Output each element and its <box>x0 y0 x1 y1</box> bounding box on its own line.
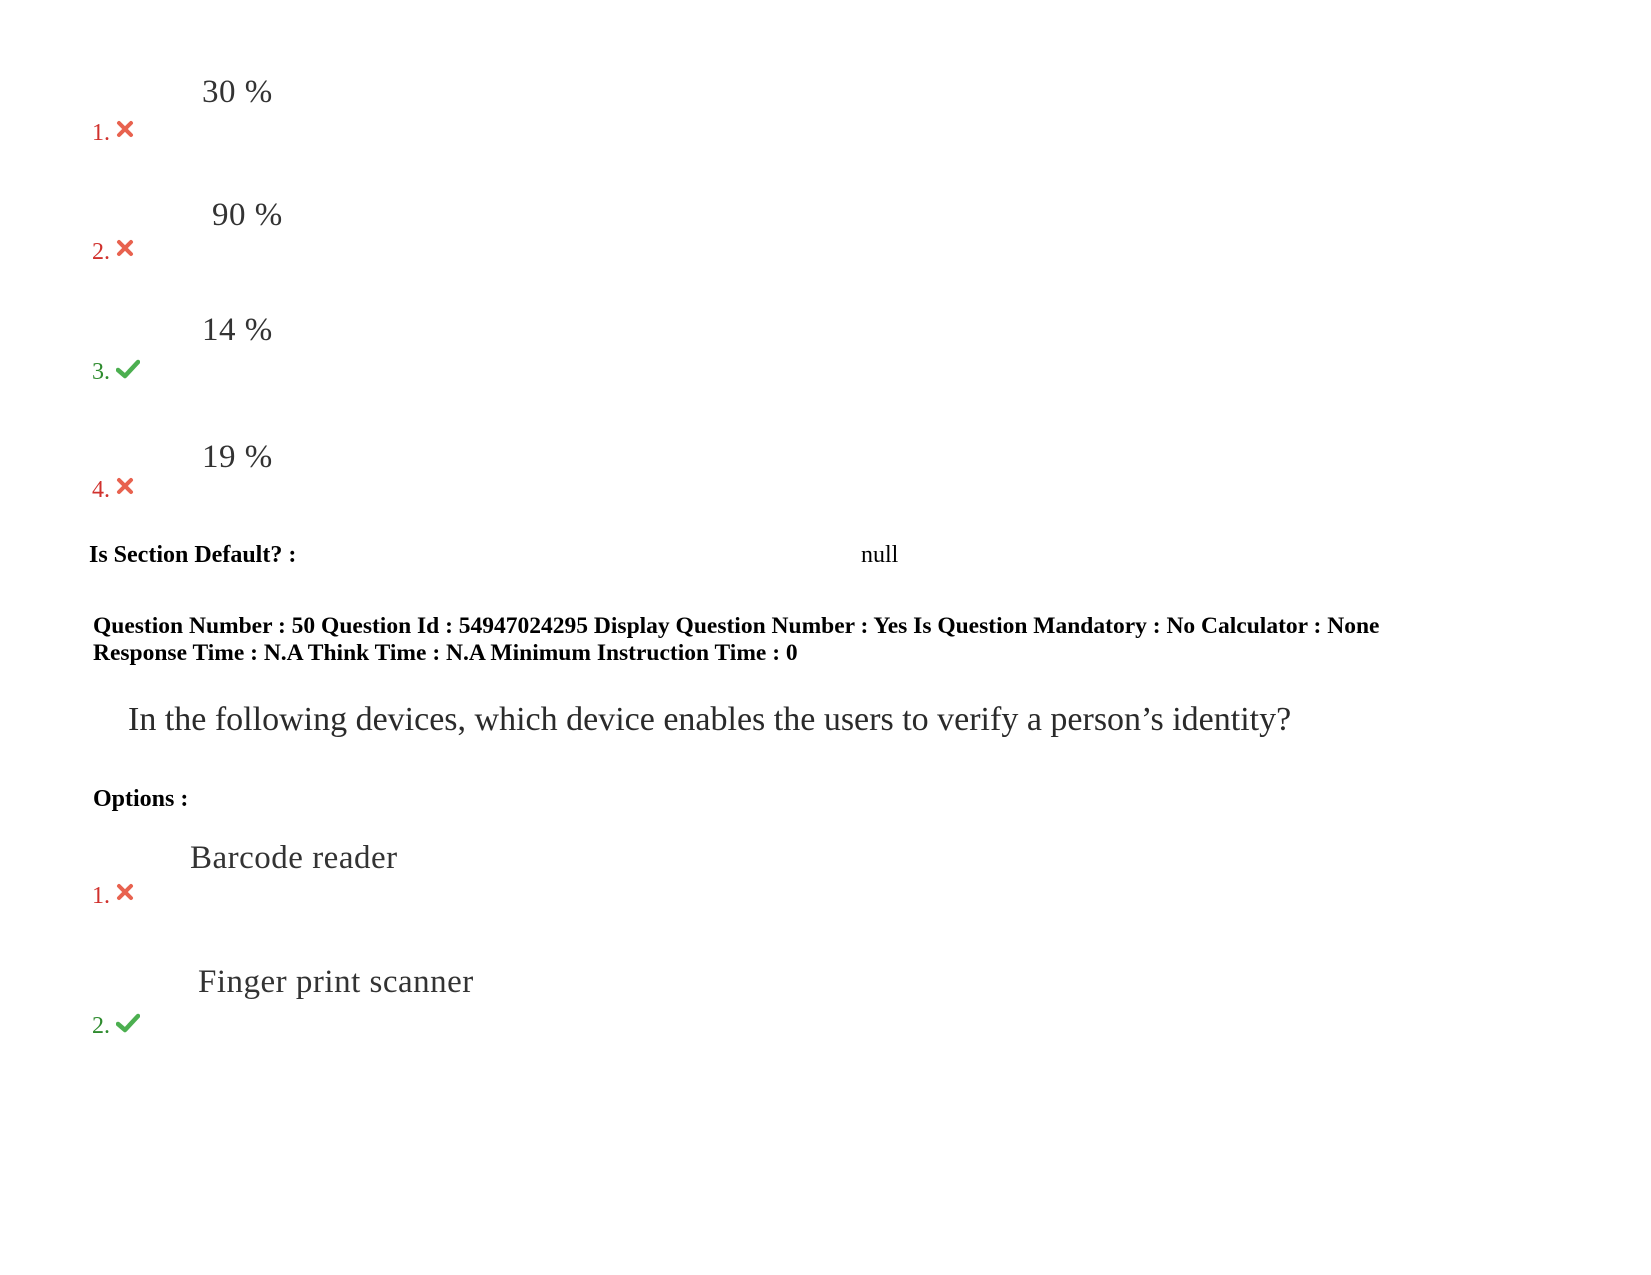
option-1-marker <box>92 120 134 147</box>
option-3-marker <box>92 359 140 386</box>
options-label: Options : <box>93 786 189 812</box>
option-4-number: 4. <box>92 477 110 503</box>
section-default-label: Is Section Default? : <box>89 542 297 568</box>
q-option-1-number: 1. <box>92 883 110 909</box>
cross-icon <box>116 239 134 262</box>
question-text: In the following devices, which device enables the users to verify a person’s identity? <box>128 701 1292 738</box>
option-2-text: 90 % <box>212 197 283 233</box>
option-2-marker <box>92 239 134 266</box>
q-option-2-number: 2. <box>92 1013 110 1039</box>
cross-icon <box>116 883 134 906</box>
question-meta-line-2: Response Time : N.A Think Time : N.A Minimum Instruction Time : 0 <box>93 640 798 666</box>
section-default-value: null <box>861 542 899 568</box>
check-icon <box>116 359 140 384</box>
option-2-number: 2. <box>92 239 110 265</box>
option-1-number: 1. <box>92 120 110 146</box>
q-option-1-marker <box>92 883 134 910</box>
q-option-2-text: Finger print scanner <box>198 964 474 1000</box>
question-meta-line-1: Question Number : 50 Question Id : 54947024295 Display Question Number : Yes Is Question Mandatory : No Calculator : None <box>93 613 1380 639</box>
option-1-text: 30 % <box>202 74 273 110</box>
cross-icon <box>116 120 134 143</box>
q-option-2-marker <box>92 1013 140 1040</box>
option-3-text: 14 % <box>202 312 273 348</box>
option-3-number: 3. <box>92 359 110 385</box>
option-4-text: 19 % <box>202 439 273 475</box>
option-4-marker <box>92 477 134 504</box>
check-icon <box>116 1013 140 1038</box>
cross-icon <box>116 477 134 500</box>
q-option-1-text: Barcode reader <box>190 840 398 876</box>
